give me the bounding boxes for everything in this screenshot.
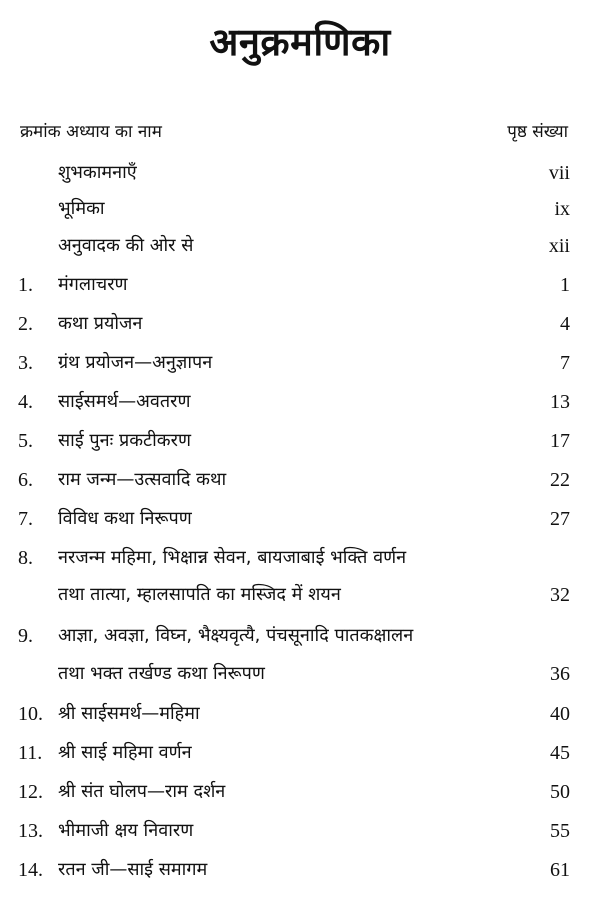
toc-entry [0,657,600,691]
entry-number: 3. [18,352,33,374]
toc-entry [0,268,600,302]
toc-entry [0,853,600,887]
entry-page: 17 [550,430,570,452]
entry-title: साईसमर्थ—अवतरण [58,391,191,412]
entry-title: साई पुनः प्रकटीकरण [58,430,191,451]
entry-page: 45 [550,742,570,764]
entry-title: मंगलाचरण [58,274,128,295]
entry-number: 13. [18,820,43,842]
entry-title: अनुवादक की ओर से [58,235,194,256]
entry-number: 6. [18,469,33,491]
entry-page: 7 [560,352,570,374]
entry-title: शुभकामनाएँ [58,162,137,183]
entry-page: 55 [550,820,570,842]
entry-number: 12. [18,781,43,803]
entry-number: 9. [18,625,33,647]
page-title: अनुक्रमणिका [209,20,391,64]
entry-title: तथा भक्त तर्खण्ड कथा निरूपण [58,663,265,684]
toc-entry [0,346,600,380]
entry-number: 14. [18,859,43,881]
entry-page: 1 [560,274,570,296]
toc-header-chapter-label: क्रमांक अध्याय का नाम [20,122,162,142]
entry-title: आज्ञा, अवज्ञा, विघ्न, भैक्ष्यवृत्यै, पंचसूनादि पातकक्षालन [58,625,414,646]
entry-title: श्री साईसमर्थ—महिमा [58,703,200,724]
toc-entry [0,736,600,770]
entry-page: 13 [550,391,570,413]
entry-title: श्री साई महिमा वर्णन [58,742,192,763]
entry-number: 4. [18,391,33,413]
entry-title: तथा तात्या, म्हालसापति का मस्जिद में शयन [58,584,341,605]
entry-title: कथा प्रयोजन [58,313,143,334]
entry-title: विविध कथा निरूपण [58,508,192,529]
entry-number: 10. [18,703,43,725]
toc-entry [0,463,600,497]
entry-page: 27 [550,508,570,530]
entry-number: 7. [18,508,33,530]
entry-page: 61 [550,859,570,881]
toc-entry [0,156,600,190]
entry-number: 11. [18,742,43,764]
entry-page: 4 [560,313,570,335]
toc-entry [0,229,600,263]
entry-page: 36 [550,663,570,685]
entry-title: रतन जी—साई समागम [58,859,208,880]
toc-entry [0,814,600,848]
toc-entry [0,775,600,809]
entry-page: 32 [550,584,570,606]
entry-number: 2. [18,313,33,335]
entry-title: ग्रंथ प्रयोजन—अनुज्ञापन [58,352,213,373]
entry-title: भूमिका [58,198,105,219]
toc-entry [0,192,600,226]
toc-entry [0,502,600,536]
entry-page: 40 [550,703,570,725]
toc-entry [0,619,600,653]
entry-title: राम जन्म—उत्सवादि कथा [58,469,227,490]
toc-entry [0,578,600,612]
entry-page: 22 [550,469,570,491]
entry-page: 50 [550,781,570,803]
toc-entry [0,385,600,419]
toc-entry [0,424,600,458]
entry-number: 5. [18,430,33,452]
entry-number: 1. [18,274,33,296]
entry-title: श्री संत घोलप—राम दर्शन [58,781,226,802]
entry-title: नरजन्म महिमा, भिक्षान्न सेवन, बायजाबाई भक्ति वर्णन [58,547,407,568]
toc-entry [0,307,600,341]
entry-page: vii [548,162,570,184]
entry-page: xii [548,235,570,257]
entry-title: भीमाजी क्षय निवारण [58,820,194,841]
toc-header-page-label: पृष्ठ संख्या [507,122,568,142]
entry-number: 8. [18,547,33,569]
entry-page: ix [554,198,570,220]
toc-entry [0,541,600,575]
toc-entry [0,697,600,731]
